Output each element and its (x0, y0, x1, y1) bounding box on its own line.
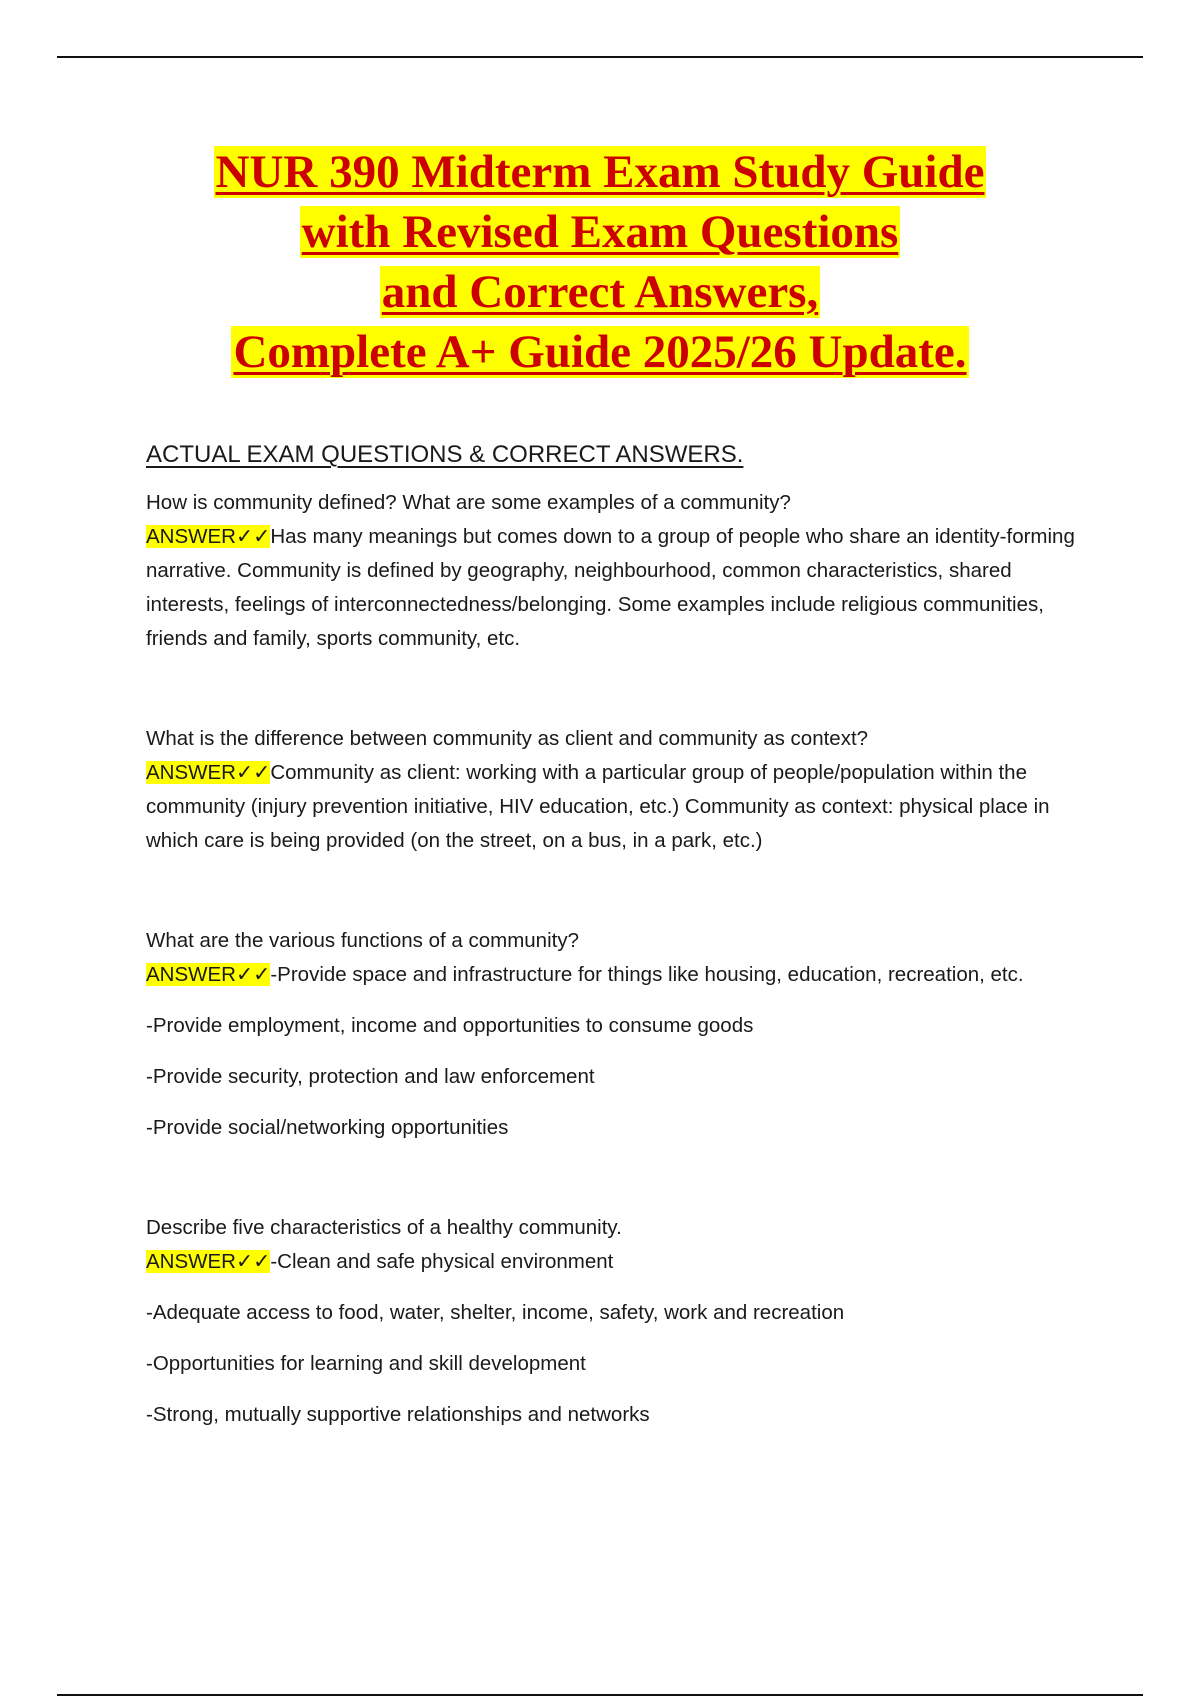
answer-bullet: -Strong, mutually supportive relationships and networks (146, 1403, 650, 1426)
qa-item (146, 924, 1098, 1145)
answer-bullet: -Opportunities for learning and skill development (146, 1352, 586, 1375)
answer-bullet: -Adequate access to food, water, shelter, income, safety, work and recreation (146, 1301, 845, 1324)
document-title (0, 142, 1200, 382)
answer-tag: ANSWER✓✓ (146, 525, 271, 548)
answer-text: Has many meanings but comes down to a group of people who share an identity-forming narrative. Community is defined by geography, neighbourhood, common characteristics, shared interests, feelings of interconnectedness/belonging. Some examples include religious communities, friends and family, sports community, etc. (146, 525, 1075, 650)
question-text: What is the difference between community as client and community as context? (146, 727, 869, 750)
qa-item (146, 722, 1098, 858)
answer-text: Community as client: working with a particular group of people/population within the community (injury prevention initiative, HIV education, etc.) Community as context: physical place in which care is being provided (on the street, on a bus, in a park, etc.) (146, 761, 1050, 852)
question-text: Describe five characteristics of a healthy community. (146, 1216, 622, 1239)
answer-bullet: -Provide security, protection and law enforcement (146, 1065, 595, 1088)
answer-text: -Provide space and infrastructure for things like housing, education, recreation, etc. (270, 963, 1024, 986)
section-heading: ACTUAL EXAM QUESTIONS & CORRECT ANSWERS. (146, 441, 744, 468)
question-text: What are the various functions of a community? (146, 929, 579, 952)
bottom-rule (57, 1694, 1143, 1696)
answer-tag: ANSWER✓✓ (146, 963, 271, 986)
answer-text: -Clean and safe physical environment (270, 1250, 614, 1273)
qa-item (146, 486, 1098, 656)
title-line: with Revised Exam Questions (301, 206, 899, 258)
answer-bullet: -Provide social/networking opportunities (146, 1116, 509, 1139)
title-line: and Correct Answers, (381, 266, 819, 318)
top-rule (57, 56, 1143, 58)
answer-tag: ANSWER✓✓ (146, 761, 271, 784)
document-body (146, 438, 1098, 1498)
answer-bullet: -Provide employment, income and opportunities to consume goods (146, 1014, 754, 1037)
answer-tag: ANSWER✓✓ (146, 1250, 271, 1273)
title-line: NUR 390 Midterm Exam Study Guide (215, 146, 985, 198)
question-text: How is community defined? What are some examples of a community? (146, 491, 791, 514)
qa-item (146, 1211, 1098, 1432)
title-line: Complete A+ Guide 2025/26 Update. (233, 326, 967, 378)
